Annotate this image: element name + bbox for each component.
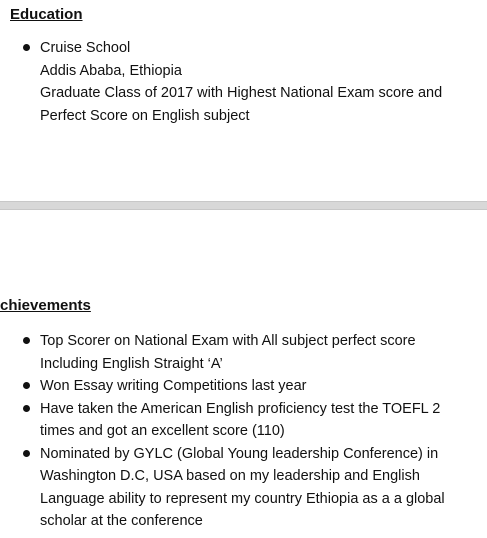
bullet-icon — [23, 44, 30, 51]
education-school-location: Addis Ababa, Ethiopia — [40, 62, 182, 79]
achievement-line: Nominated by GYLC (Global Young leadership Conference) in — [40, 445, 439, 462]
document-page-2 — [0, 210, 487, 538]
education-heading: Education — [10, 6, 83, 23]
achievement-item — [0, 375, 460, 398]
bullet-icon — [23, 337, 30, 344]
achievements-heading: chievements — [0, 297, 91, 314]
bullet-icon — [23, 382, 30, 389]
achievement-line: Language ability to represent my country Ethiopia as a a global — [40, 490, 445, 507]
document-page-1 — [0, 0, 487, 201]
page-break-gap — [0, 201, 487, 210]
education-school-name: Cruise School — [40, 40, 131, 56]
bullet-icon — [23, 405, 30, 412]
education-item — [0, 37, 460, 127]
achievement-item — [0, 443, 460, 533]
education-list — [0, 37, 460, 127]
achievement-line: Have taken the American English proficiency test the TOEFL 2 — [40, 400, 441, 417]
bullet-icon — [23, 450, 30, 457]
achievement-line: Including English Straight ‘A’ — [40, 355, 223, 372]
achievement-line: Top Scorer on National Exam with All subject perfect score — [40, 333, 416, 349]
achievement-item — [0, 398, 460, 443]
achievements-list — [0, 330, 460, 533]
achievement-line: Washington D.C, USA based on my leadership and English — [40, 468, 420, 484]
achievement-line: times and got an excellent score (110) — [40, 423, 285, 439]
education-detail-line: Graduate Class of 2017 with Highest National Exam score and — [40, 85, 443, 101]
achievement-line: scholar at the conference — [40, 513, 203, 529]
achievement-item — [0, 330, 460, 375]
education-detail-line: Perfect Score on English subject — [40, 107, 250, 124]
achievement-line: Won Essay writing Competitions last year — [40, 378, 307, 394]
